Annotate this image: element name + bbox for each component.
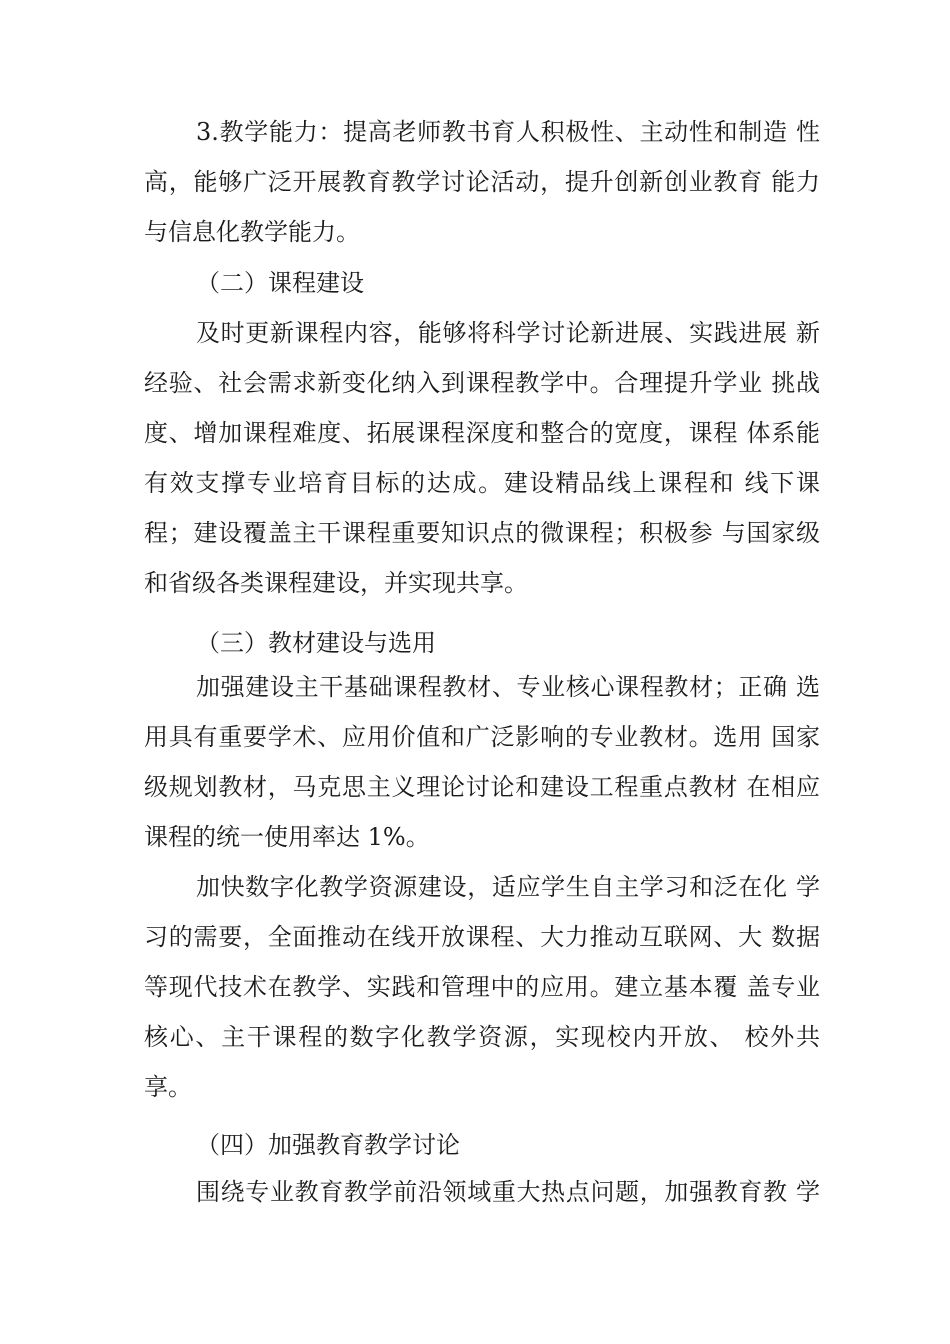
section-heading: （四）加强教育教学讨论: [196, 1131, 460, 1159]
paragraph-line: 高，能够广泛开展教育教学讨论活动，提升创新创业教育 能力: [144, 168, 820, 196]
paragraph-line: 核心、主干课程的数字化教学资源，实现校内开放、 校外共: [144, 1023, 820, 1051]
paragraph-line: 享。: [144, 1073, 192, 1101]
paragraph-line: 经验、社会需求新变化纳入到课程教学中。合理提升学业 挑战: [144, 369, 820, 397]
paragraph-line: 等现代技术在教学、实践和管理中的应用。建立基本覆 盖专业: [144, 973, 820, 1001]
paragraph-line: 与信息化教学能力。: [144, 218, 360, 246]
paragraph-line: 和省级各类课程建设，并实现共享。: [144, 569, 528, 597]
paragraph-line: 围绕专业教育教学前沿领域重大热点问题，加强教育教 学: [196, 1178, 820, 1206]
paragraph-line: 加快数字化教学资源建设，适应学生自主学习和泛在化 学: [196, 873, 820, 901]
paragraph-line: 级规划教材，马克思主义理论讨论和建设工程重点教材 在相应: [144, 773, 820, 801]
paragraph-line: 有效支撑专业培育目标的达成。建设精品线上课程和 线下课: [144, 469, 820, 497]
paragraph-line: 课程的统一使用率达 1%。: [144, 823, 430, 851]
paragraph-line: 加强建设主干基础课程教材、专业核心课程教材；正确 选: [196, 673, 820, 701]
paragraph-line: 3.教学能力：提高老师教书育人积极性、主动性和制造 性: [196, 118, 820, 146]
paragraph-line: 程；建设覆盖主干课程重要知识点的微课程；积极参 与国家级: [144, 519, 820, 547]
paragraph-line: 及时更新课程内容，能够将科学讨论新进展、实践进展 新: [196, 319, 820, 347]
paragraph-line: 用具有重要学术、应用价值和广泛影响的专业教材。选用 国家: [144, 723, 820, 751]
paragraph-line: 习的需要，全面推动在线开放课程、大力推动互联网、大 数据: [144, 923, 820, 951]
section-heading: （二）课程建设: [196, 269, 364, 297]
paragraph-line: 度、增加课程难度、拓展课程深度和整合的宽度，课程 体系能: [144, 419, 820, 447]
section-heading: （三）教材建设与选用: [196, 629, 436, 657]
